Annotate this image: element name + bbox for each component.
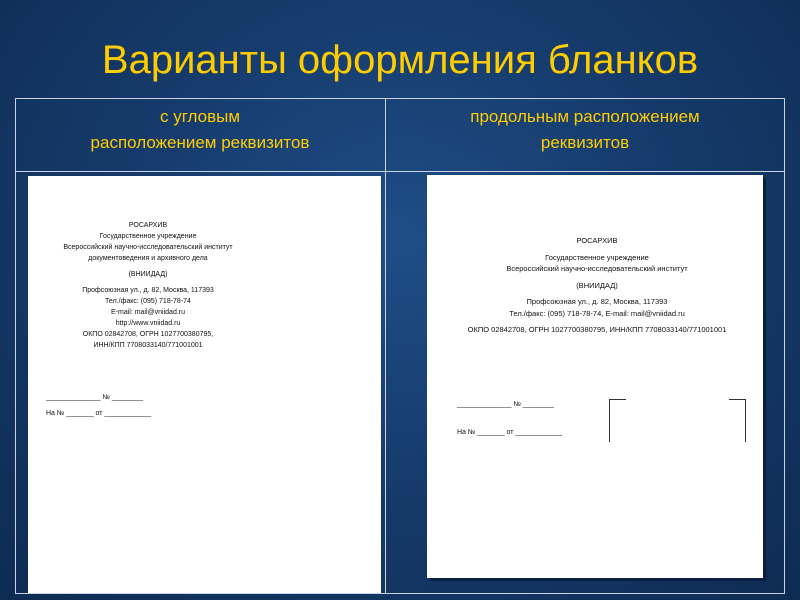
org-line: Государственное учреждение bbox=[545, 252, 649, 262]
org-line: (ВНИИДАД) bbox=[576, 280, 618, 290]
header-divider bbox=[15, 171, 785, 172]
contact-line: Тел./факс: (095) 718-78-74, E-mail: mail@vniidad.ru bbox=[509, 308, 685, 318]
contact-line: E-mail: mail@vniidad.ru bbox=[110, 309, 186, 316]
date-number-line: ______________ № ________ bbox=[46, 394, 144, 401]
blank-longitudinal-layout bbox=[427, 175, 763, 578]
reference-line: На № _______ от ____________ bbox=[457, 429, 563, 436]
column-header-line: продольным расположением bbox=[470, 107, 700, 126]
letterhead-block bbox=[38, 220, 258, 351]
codes-line: ИНН/КПП 7708033140/771001001 bbox=[93, 342, 203, 349]
contact-line: http://www.vniidad.ru bbox=[115, 320, 181, 327]
org-line: документоведения и архивного дела bbox=[88, 255, 208, 262]
org-line: РОСАРХИВ bbox=[128, 222, 168, 229]
org-line: РОСАРХИВ bbox=[576, 236, 618, 245]
addressee-corner-right bbox=[729, 399, 746, 442]
org-line: Государственное учреждение bbox=[99, 233, 197, 240]
slide-title: Варианты оформления бланков bbox=[101, 38, 699, 82]
contact-line: Профсоюзная ул., д. 82, Москва, 117393 bbox=[82, 287, 214, 294]
column-header-longitudinal bbox=[395, 104, 775, 156]
org-line: Всероссийский научно-исследовательский институт bbox=[63, 244, 233, 251]
org-line: (ВНИИДАД) bbox=[128, 271, 168, 278]
column-divider bbox=[385, 98, 386, 594]
letterhead-block bbox=[437, 235, 757, 336]
addressee-corner-left bbox=[609, 399, 626, 442]
column-header-line: расположением реквизитов bbox=[90, 133, 310, 152]
contact-line: Тел./факс: (095) 718-78-74 bbox=[105, 298, 191, 305]
org-line: Всероссийский научно-исследовательский институт bbox=[506, 264, 688, 273]
reference-line: На № _______ от ____________ bbox=[46, 410, 152, 417]
column-header-line: реквизитов bbox=[540, 133, 630, 152]
codes-line: ОКПО 02842708, ОГРН 1027700380795, bbox=[82, 331, 214, 338]
column-header-line: с угловым bbox=[159, 107, 241, 126]
codes-line: ОКПО 02842708, ОГРН 1027700380795, ИНН/КПП 7708033140/771001001 bbox=[467, 325, 727, 334]
contact-line: Профсоюзная ул., д. 82, Москва, 117393 bbox=[526, 297, 668, 306]
date-number-line: ______________ № ________ bbox=[457, 401, 555, 408]
blank-corner-layout bbox=[28, 176, 381, 593]
column-header-corner bbox=[30, 104, 370, 156]
